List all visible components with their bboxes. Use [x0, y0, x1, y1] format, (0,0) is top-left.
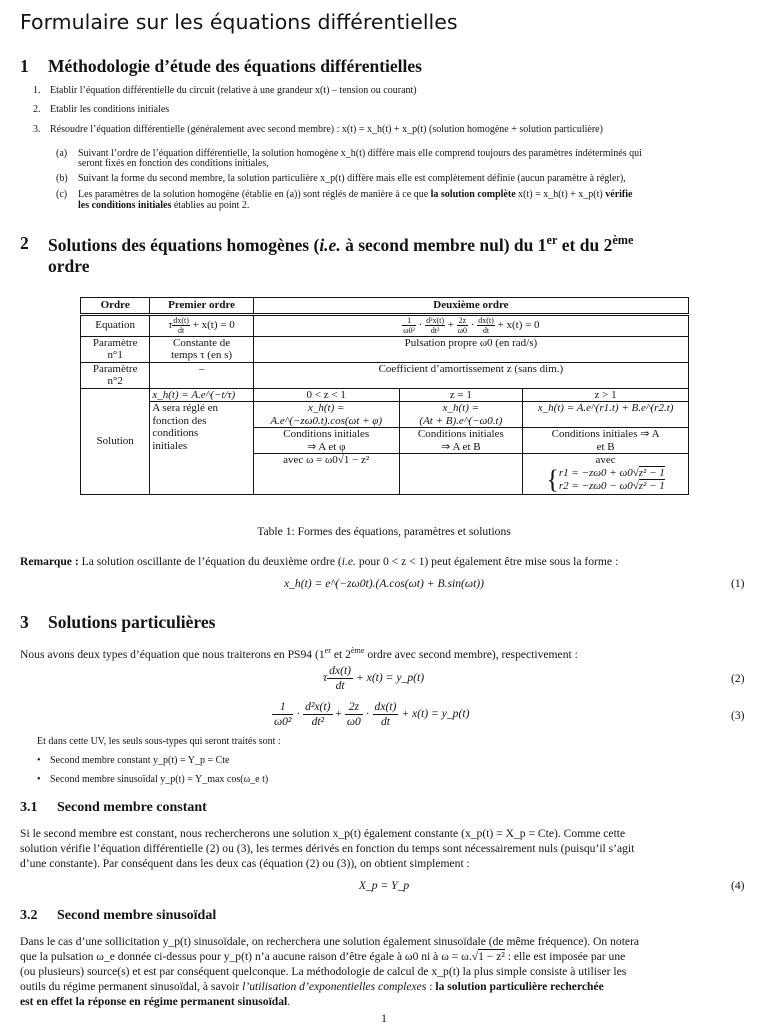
cell-line: A.e^(−zω0.t).cos(ωt + φ) [270, 414, 383, 427]
text-run: à second membre nul) du 1 [340, 234, 547, 255]
case3-roots: avec { r1 = −zω0 + ω0√z² − 1 r2 = −zω0 − ω0√z² − 1 [523, 454, 689, 495]
text-run: : [426, 980, 436, 993]
section-title [48, 233, 633, 256]
case1-omega-definition: avec ω = ω0√1 − z² [253, 454, 399, 495]
header-deuxieme-ordre: Deuxième ordre [253, 298, 688, 315]
equation-rest: + x(t) = 0 [497, 319, 540, 332]
frac-denominator: ω0² [403, 326, 415, 335]
remark-label: Remarque : [20, 555, 79, 568]
bullet-item: • Second membre sinusoïdal y_p(t) = Y_max cos(ω_e t) [50, 774, 268, 785]
section-number: 2 [20, 233, 29, 253]
italic-text: i.e. [341, 555, 356, 568]
paragraph-line: Si le second membre est constant, nous rechercherons une solution x_p(t) également constante (x_p(t) = X_p = Cte). Comme cette [20, 827, 626, 840]
label-line: Paramètre [92, 362, 138, 375]
text-run: r1 = −zω0 + ω0 [558, 467, 633, 479]
uv-subtypes-intro: Et dans cette UV, les seuls sous-types qui seront traités sont : [37, 736, 281, 747]
case3-initial-conditions [523, 428, 689, 454]
equation-rest: + x(t) = y_p(t) [355, 671, 425, 685]
frac-numerator: dx(t) [374, 700, 397, 713]
method-step-3 [33, 124, 603, 135]
cell-line: Conditions initiales ⇒ A [551, 428, 660, 440]
method-step-2 [33, 104, 170, 115]
case1-solution [253, 402, 399, 428]
subsection-3-1-heading [0, 800, 768, 820]
method-step-1 [33, 85, 417, 96]
frac-numerator: 1 [402, 316, 416, 326]
section-2-heading [0, 233, 768, 279]
header-premier-ordre: Premier ordre [150, 298, 254, 315]
superscript: er [546, 233, 558, 247]
text-run: que la pulsation ω_e donnée ci-dessus pour y_p(t) n’a aucune raison d’être égale à ω0 ni à ω = ω. [20, 950, 472, 963]
first-order-solution-notes [150, 402, 254, 495]
frac-numerator: d²x(t) [305, 700, 331, 713]
first-order-solution: x_h(t) = A.e^(−t/τ) [150, 388, 254, 402]
text-run: outils du régime permanent sinusoïdal, à savoir [20, 980, 243, 993]
section-number: 1 [20, 56, 29, 76]
sqrt-argument: z² − 1 [638, 467, 665, 479]
equation-1-number: (1) [731, 577, 745, 590]
paragraph-line: que la pulsation ω_e donnée ci-dessus pour y_p(t) n’a aucune raison d’être égale à ω0 ni à ω = ω.√1 − z² : elle est imposée par une [20, 950, 626, 963]
bold-text: vérifie [605, 189, 633, 200]
paragraph-line [20, 980, 604, 993]
equation-4: X_p = Y_p [358, 879, 410, 892]
bold-text: est en effet la réponse en régime permanent sinusoïdal [20, 995, 288, 1008]
label-line: Paramètre [92, 336, 138, 349]
text-run: pour 0 < z < 1) peut également être mise sous la forme : [355, 555, 619, 568]
bold-text: les conditions initiales [78, 200, 172, 211]
table-row-solution-1 [81, 388, 689, 402]
frac-denominator: ω0 [457, 326, 468, 335]
frac-denominator: dt² [430, 326, 440, 335]
case1-header: 0 < z < 1 [253, 388, 399, 402]
equation-2-number: (2) [731, 672, 745, 685]
step-number: 3. [33, 124, 41, 135]
page-title: Formulaire sur les équations différentielles [20, 10, 458, 34]
step-text: Etablir l’équation différentielle du circuit (relative à une grandeur x(t) – tension ou courant) [50, 85, 417, 96]
row-label-param1 [81, 336, 150, 362]
step-text: Etablir les conditions initiales [50, 104, 170, 115]
superscript: ème [612, 233, 634, 247]
cell-line: Constante de [173, 336, 231, 349]
substep-c [56, 189, 633, 211]
table-row-param1 [81, 336, 689, 362]
case3-header: z > 1 [523, 388, 689, 402]
section-number: 3 [20, 612, 29, 632]
equation-rest: + x(t) = y_p(t) [401, 707, 470, 721]
subsection-title: Second membre constant [57, 800, 207, 815]
paragraph-line: (ou plusieurs) source(s) et est par conséquent quelconque. La méthodologie de calcul de x_p(t) la plus simple consiste à utiliser les [20, 965, 627, 978]
sqrt-argument: 1 − z² [343, 454, 370, 466]
cell-line: avec [595, 454, 616, 466]
substep-text-line1: Suivant la forme du second membre, la solution particulière x_p(t) diffère mais elle est complètement définie (aucun paramètre à régler), [78, 173, 626, 184]
paragraph-line: d’une constante). Par conséquent dans les deux cas (équation (2) ou (3)), on obtient simplement : [20, 857, 470, 870]
equation-4-number: (4) [731, 879, 745, 892]
equation-2 [323, 664, 424, 693]
param1-second-order: Pulsation propre ω0 (en rad/s) [253, 336, 688, 362]
row-label-solution: Solution [81, 388, 150, 495]
case3-solution: x_h(t) = A.e^(r1.t) + B.e^(r2.t) [523, 402, 689, 428]
case2-initial-conditions [399, 428, 523, 454]
subsection-3-2-heading [0, 908, 768, 928]
bold-text: la solution particulière recherchée [435, 980, 604, 993]
case2-solution [399, 402, 523, 428]
sqrt-argument: 1 − z² [478, 950, 505, 963]
page-number: 1 [381, 1012, 387, 1024]
table-caption: Table 1: Formes des équations, paramètres et solutions [257, 525, 511, 538]
label-line: n°1 [107, 349, 123, 361]
section-title-line2: ordre [48, 256, 90, 276]
paragraph-line: Dans le cas d’une sollicitation y_p(t) sinusoïdale, on recherchera une solution également sinusoïdale (de même fréquence). On notera [20, 935, 640, 948]
text-run: Les paramètres de la solution homogène (établie en (a)) sont réglés de manière à ce que [78, 189, 431, 200]
italic-text: i.e. [319, 234, 341, 255]
substep-text-line2 [78, 200, 249, 211]
table-header-row [81, 298, 689, 315]
bullet-item: • Second membre constant y_p(t) = Y_p = Cte [50, 755, 229, 766]
text-run: Nous avons deux types d’équation que nous traiterons en PS94 (1 [20, 647, 325, 661]
math-symbol: τ [168, 319, 173, 332]
frac-numerator: dx(t) [478, 316, 494, 325]
cell-line: Conditions initiales [417, 428, 504, 440]
text-run: La solution oscillante de l’équation du deuxième ordre ( [78, 555, 342, 568]
text-run: établies au point 2. [171, 200, 250, 211]
subsection-number: 3.1 [20, 800, 38, 815]
row-label-equation: Equation [81, 314, 150, 336]
equation-3-number: (3) [731, 709, 745, 722]
param2-second-order: Coefficient d’amortissement z (sans dim.) [253, 362, 688, 388]
text-run: : elle est imposée par une [504, 950, 626, 963]
equation-3: $\frac{1}{\text{ω0²}}$ · $\frac{\text{d²x(t)}}{\text{dt²}}$ + $\frac{2z}{\omega 0}$ · $\frac{dx(t)}{dt}$ + x(t) = y_p(t) [274, 700, 470, 728]
frac-numerator: 1 [272, 700, 293, 715]
substep-b [56, 173, 626, 184]
superscript: ème [350, 646, 365, 655]
cell-line: temps τ (en s) [171, 349, 233, 361]
text-run: . [287, 995, 291, 1008]
note-line: fonction des [152, 414, 207, 427]
substep-label: (b) [56, 173, 68, 184]
frac-denominator: dt [380, 715, 390, 728]
frac-numerator: 2z [345, 700, 363, 715]
header-ordre: Ordre [81, 298, 150, 315]
frac-denominator: dt [178, 326, 185, 335]
label-line: n°2 [107, 375, 123, 387]
table-row-equation [81, 314, 689, 336]
frac-numerator: d²x(t) [426, 316, 445, 325]
section-3-intro [20, 644, 578, 661]
substep-text-line1 [78, 189, 632, 200]
frac-denominator: ω0 [346, 715, 361, 728]
section-3-heading [0, 612, 768, 634]
math-run: x(t) = x_h(t) + x_p(t) [515, 189, 606, 200]
frac-numerator: dx(t) [329, 664, 352, 677]
note-line: A sera réglé en [152, 402, 218, 414]
sqrt-argument: z² − 1 [638, 479, 665, 492]
frac-denominator: dt [482, 326, 490, 335]
note-line: initiales [152, 439, 188, 452]
text-run: et du 2 [557, 234, 613, 255]
table-row-param2 [81, 362, 689, 388]
frac-numerator: dx(t) [173, 316, 189, 325]
frac-denominator: dt² [311, 715, 325, 728]
section-1-heading [0, 56, 768, 78]
subsection-number: 3.2 [20, 908, 38, 923]
section-title: Solutions particulières [48, 612, 216, 632]
row-label-param2 [81, 362, 150, 388]
step-text: Résoudre l’équation différentielle (généralement avec second membre) : x(t) = x_h(t) + x_p(t) (solution homogène + solution particulière) [50, 124, 603, 135]
remark-paragraph [20, 555, 618, 568]
equation-rest: + x(t) = 0 [192, 319, 235, 332]
italic-text: l’utilisation d’exponentielles complexes [242, 980, 427, 993]
cell-line: Conditions initiales [283, 428, 370, 440]
table-row-solution-2 [81, 402, 689, 428]
superscript: er [324, 646, 331, 655]
subsection-title: Second membre sinusoïdal [57, 908, 217, 923]
substep-label: (c) [56, 189, 68, 200]
case2-header: z = 1 [399, 388, 523, 402]
bold-text: la solution complète [430, 189, 516, 200]
equations-table [80, 297, 689, 495]
frac-numerator: 2z [458, 316, 467, 325]
frac-denominator: ω0² [274, 715, 292, 728]
paragraph-line: solution vérifie l’équation différentielle (2) ou (3), les termes dérivés en fonction du temps sont nécessairement nuls (puisqu’il s’agit [20, 842, 635, 855]
substep-label: (a) [56, 148, 68, 159]
param1-first-order [150, 336, 254, 362]
substep-text-line2: seront fixés en fonction des conditions initiales, [78, 158, 269, 169]
first-order-equation [150, 314, 254, 336]
cell-line: et B [596, 440, 615, 453]
case2-empty [399, 454, 523, 495]
substep-a [56, 148, 642, 169]
text-run: avec ω = ω0 [283, 454, 338, 466]
cell-line: x_h(t) = [442, 402, 480, 414]
substep-text-line1: Suivant l’ordre de l’équation différentielle, la solution homogène x_h(t) diffère mais elle comprend toujours des paramètres indéterminés qui [78, 148, 642, 159]
cell-line: ⇒ A et φ [306, 440, 346, 453]
note-line: conditions [152, 427, 199, 439]
case1-initial-conditions [253, 428, 399, 454]
text-run: r2 = −zω0 − ω0 [558, 479, 633, 492]
step-number: 2. [33, 104, 41, 115]
cell-line: (At + B).e^(−ω0.t) [419, 414, 503, 427]
second-order-equation: $\frac{1}{\text{ω0²}}$ · $\frac{\text{d²x(t)}}{\text{dt²}}$ + $\frac{2z}{\omega 0}$ · $\frac{dx(t)}{dt}$ + x(t) = 0 [253, 314, 688, 336]
frac-denominator: dt [335, 679, 345, 692]
param2-first-order: – [150, 362, 254, 388]
cell-line: x_h(t) = [307, 402, 345, 414]
cell-line: ⇒ A et B [441, 440, 481, 453]
text-run: ordre avec second membre), respectivement : [364, 647, 578, 661]
section-title: Méthodologie d’étude des équations différentielles [48, 56, 422, 76]
paragraph-line [20, 995, 290, 1008]
equation-1: x_h(t) = e^(−zω0t).(A.cos(ωt) + B.sin(ωt)) [283, 577, 485, 590]
step-number: 1. [33, 85, 41, 96]
text-run: Solutions des équations homogènes ( [48, 234, 320, 255]
text-run: et 2 [330, 647, 351, 661]
math-symbol: τ [323, 671, 328, 685]
brace-icon: { [546, 464, 559, 494]
